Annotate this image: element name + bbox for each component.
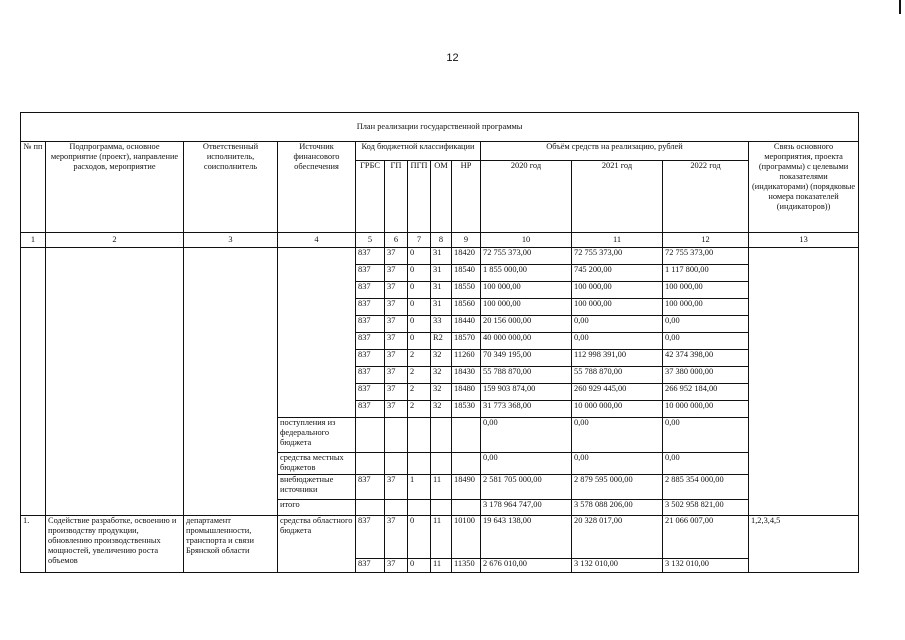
cell-np: 18530 xyxy=(452,401,481,418)
cell-gp: 37 xyxy=(385,248,408,265)
cell-om: 31 xyxy=(431,299,452,316)
cell-gp-empty xyxy=(385,453,408,475)
cell-y2021: 0,00 xyxy=(572,418,663,453)
cell-y2022: 37 380 000,00 xyxy=(663,367,749,384)
cell-y2020: 2 676 010,00 xyxy=(481,559,572,573)
cell-om: 31 xyxy=(431,265,452,282)
column-number: 11 xyxy=(572,233,663,248)
cell-pgp: 2 xyxy=(408,401,431,418)
cell-y2020: 19 643 138,00 xyxy=(481,516,572,559)
cell-om: 31 xyxy=(431,248,452,265)
cell-gp: 37 xyxy=(385,559,408,573)
cell-om: R2 xyxy=(431,333,452,350)
cell-y2022: 42 374 398,00 xyxy=(663,350,749,367)
cell-gp: 37 xyxy=(385,516,408,559)
cell-y2022: 100 000,00 xyxy=(663,282,749,299)
cell-subprogram-empty xyxy=(46,248,184,516)
cell-y2021: 20 328 017,00 xyxy=(572,516,663,559)
cell-om-empty xyxy=(431,453,452,475)
cell-y2022: 2 885 354 000,00 xyxy=(663,475,749,500)
cell-y2021: 260 929 445,00 xyxy=(572,384,663,401)
header-link: Связь основного мероприятия, проекта (программы) с целевыми показателями (индикаторами) (порядковые номера показателей (индикаторов)) xyxy=(749,142,859,233)
cell-grbs: 837 xyxy=(356,299,385,316)
cell-grbs: 837 xyxy=(356,316,385,333)
cell-gp: 37 xyxy=(385,316,408,333)
table-row xyxy=(21,248,859,265)
cell-om: 11 xyxy=(431,559,452,573)
cell-gp-empty xyxy=(385,418,408,453)
cell-np: 18560 xyxy=(452,299,481,316)
cell-np: 18550 xyxy=(452,282,481,299)
cell-grbs: 837 xyxy=(356,475,385,500)
cell-pgp: 0 xyxy=(408,333,431,350)
cell-grbs-empty xyxy=(356,500,385,516)
cell-source-total: итого xyxy=(278,500,356,516)
cell-pgp: 2 xyxy=(408,367,431,384)
page-edge-mark xyxy=(899,0,901,14)
cell-pgp: 2 xyxy=(408,350,431,367)
cell-y2022: 0,00 xyxy=(663,453,749,475)
cell-y2020: 159 903 874,00 xyxy=(481,384,572,401)
cell-np: 18490 xyxy=(452,475,481,500)
header-gp: ГП xyxy=(385,161,408,233)
cell-link: 1,2,3,4,5 xyxy=(749,516,859,573)
cell-np: 18440 xyxy=(452,316,481,333)
cell-y2020: 3 178 964 747,00 xyxy=(481,500,572,516)
header-np: НР xyxy=(452,161,481,233)
cell-pgp: 0 xyxy=(408,299,431,316)
cell-gp: 37 xyxy=(385,282,408,299)
cell-y2021: 100 000,00 xyxy=(572,299,663,316)
column-number: 13 xyxy=(749,233,859,248)
cell-y2020: 100 000,00 xyxy=(481,299,572,316)
cell-source-local: средства местных бюджетов xyxy=(278,453,356,475)
cell-y2021: 55 788 870,00 xyxy=(572,367,663,384)
cell-y2021: 0,00 xyxy=(572,333,663,350)
cell-om-empty xyxy=(431,418,452,453)
cell-num-empty xyxy=(21,248,46,516)
cell-om: 11 xyxy=(431,516,452,559)
cell-pgp: 0 xyxy=(408,282,431,299)
cell-pgp: 0 xyxy=(408,316,431,333)
cell-y2022: 10 000 000,00 xyxy=(663,401,749,418)
cell-gp: 37 xyxy=(385,475,408,500)
header-volume: Объём средств на реализацию, рублей xyxy=(481,142,749,161)
header-responsible: Ответственный исполнитель, соисполнитель xyxy=(184,142,278,233)
header-num: № пп xyxy=(21,142,46,233)
cell-y2020: 72 755 373,00 xyxy=(481,248,572,265)
cell-np-empty xyxy=(452,418,481,453)
cell-np-empty xyxy=(452,453,481,475)
column-number: 5 xyxy=(356,233,385,248)
cell-subprogram: Содействие разработке, освоению и производству продукции, обновлению производственных мощностей, увеличению роста объемов xyxy=(46,516,184,573)
cell-pgp: 2 xyxy=(408,384,431,401)
cell-y2021: 0,00 xyxy=(572,316,663,333)
cell-pgp: 0 xyxy=(408,559,431,573)
cell-num: 1. xyxy=(21,516,46,573)
column-number: 3 xyxy=(184,233,278,248)
cell-y2021: 3 578 088 206,00 xyxy=(572,500,663,516)
cell-gp: 37 xyxy=(385,265,408,282)
header-2022: 2022 год xyxy=(663,161,749,233)
cell-y2021: 3 132 010,00 xyxy=(572,559,663,573)
cell-y2020: 2 581 705 000,00 xyxy=(481,475,572,500)
cell-gp: 37 xyxy=(385,350,408,367)
cell-pgp-empty xyxy=(408,500,431,516)
table-row-item1 xyxy=(21,516,859,559)
cell-source-federal: поступления из федерального бюджета xyxy=(278,418,356,453)
cell-y2022: 0,00 xyxy=(663,418,749,453)
cell-pgp: 0 xyxy=(408,516,431,559)
header-budget-code: Код бюджетной классификации xyxy=(356,142,481,161)
cell-np: 18540 xyxy=(452,265,481,282)
cell-grbs: 837 xyxy=(356,333,385,350)
cell-grbs: 837 xyxy=(356,516,385,559)
cell-y2022: 21 066 007,00 xyxy=(663,516,749,559)
cell-responsible-empty xyxy=(184,248,278,516)
cell-grbs: 837 xyxy=(356,265,385,282)
cell-grbs-empty xyxy=(356,453,385,475)
cell-pgp-empty xyxy=(408,453,431,475)
header-source: Источник финансового обеспечения xyxy=(278,142,356,233)
cell-y2022: 0,00 xyxy=(663,316,749,333)
header-grbs: ГРБС xyxy=(356,161,385,233)
cell-y2020: 55 788 870,00 xyxy=(481,367,572,384)
cell-y2021: 10 000 000,00 xyxy=(572,401,663,418)
cell-source-empty xyxy=(278,248,356,418)
cell-gp: 37 xyxy=(385,401,408,418)
cell-y2020: 20 156 000,00 xyxy=(481,316,572,333)
header-2020: 2020 год xyxy=(481,161,572,233)
cell-np: 18430 xyxy=(452,367,481,384)
cell-pgp-empty xyxy=(408,418,431,453)
program-plan-table xyxy=(20,112,859,573)
cell-grbs: 837 xyxy=(356,559,385,573)
page-number: 12 xyxy=(446,52,459,64)
cell-gp-empty xyxy=(385,500,408,516)
cell-y2021: 72 755 373,00 xyxy=(572,248,663,265)
cell-om: 11 xyxy=(431,475,452,500)
cell-om: 32 xyxy=(431,367,452,384)
cell-y2020: 70 349 195,00 xyxy=(481,350,572,367)
cell-grbs-empty xyxy=(356,418,385,453)
cell-grbs: 837 xyxy=(356,248,385,265)
cell-om: 33 xyxy=(431,316,452,333)
cell-y2022: 266 952 184,00 xyxy=(663,384,749,401)
cell-om: 32 xyxy=(431,350,452,367)
column-number: 1 xyxy=(21,233,46,248)
cell-om: 31 xyxy=(431,282,452,299)
cell-y2020: 40 000 000,00 xyxy=(481,333,572,350)
cell-gp: 37 xyxy=(385,299,408,316)
column-number: 2 xyxy=(46,233,184,248)
cell-grbs: 837 xyxy=(356,384,385,401)
cell-gp: 37 xyxy=(385,367,408,384)
cell-y2020: 31 773 368,00 xyxy=(481,401,572,418)
column-number: 10 xyxy=(481,233,572,248)
cell-np: 11350 xyxy=(452,559,481,573)
cell-om: 32 xyxy=(431,401,452,418)
cell-link-empty xyxy=(749,248,859,516)
header-om: ОМ xyxy=(431,161,452,233)
cell-grbs: 837 xyxy=(356,350,385,367)
cell-y2022: 0,00 xyxy=(663,333,749,350)
column-number: 8 xyxy=(431,233,452,248)
cell-y2021: 100 000,00 xyxy=(572,282,663,299)
cell-y2022: 1 117 800,00 xyxy=(663,265,749,282)
cell-y2022: 72 755 373,00 xyxy=(663,248,749,265)
column-number: 7 xyxy=(408,233,431,248)
cell-om-empty xyxy=(431,500,452,516)
cell-grbs: 837 xyxy=(356,367,385,384)
cell-source: средства областного бюджета xyxy=(278,516,356,573)
column-number: 12 xyxy=(663,233,749,248)
cell-y2021: 112 998 391,00 xyxy=(572,350,663,367)
table-title: План реализации государственной программы xyxy=(21,113,859,142)
cell-y2020: 100 000,00 xyxy=(481,282,572,299)
cell-om: 32 xyxy=(431,384,452,401)
column-number: 4 xyxy=(278,233,356,248)
cell-y2022: 3 132 010,00 xyxy=(663,559,749,573)
cell-np: 18570 xyxy=(452,333,481,350)
cell-np: 18420 xyxy=(452,248,481,265)
cell-pgp: 0 xyxy=(408,265,431,282)
header-pgp: ПГП xyxy=(408,161,431,233)
column-number: 6 xyxy=(385,233,408,248)
cell-np: 18480 xyxy=(452,384,481,401)
cell-source-extrabudget: внебюджетные источники xyxy=(278,475,356,500)
cell-y2022: 100 000,00 xyxy=(663,299,749,316)
cell-np: 11260 xyxy=(452,350,481,367)
column-number: 9 xyxy=(452,233,481,248)
cell-y2020: 0,00 xyxy=(481,418,572,453)
cell-y2022: 3 502 958 821,00 xyxy=(663,500,749,516)
cell-responsible: департамент промышленности, транспорта и связи Брянской области xyxy=(184,516,278,573)
cell-gp: 37 xyxy=(385,384,408,401)
header-2021: 2021 год xyxy=(572,161,663,233)
cell-y2021: 0,00 xyxy=(572,453,663,475)
cell-pgp: 0 xyxy=(408,248,431,265)
cell-grbs: 837 xyxy=(356,282,385,299)
cell-y2020: 1 855 000,00 xyxy=(481,265,572,282)
cell-np: 10100 xyxy=(452,516,481,559)
cell-grbs: 837 xyxy=(356,401,385,418)
cell-gp: 37 xyxy=(385,333,408,350)
cell-y2020: 0,00 xyxy=(481,453,572,475)
cell-y2021: 745 200,00 xyxy=(572,265,663,282)
cell-pgp: 1 xyxy=(408,475,431,500)
cell-np-empty xyxy=(452,500,481,516)
cell-y2021: 2 879 595 000,00 xyxy=(572,475,663,500)
header-subprogram: Подпрограмма, основное мероприятие (проект), направление расходов, мероприятие xyxy=(46,142,184,233)
